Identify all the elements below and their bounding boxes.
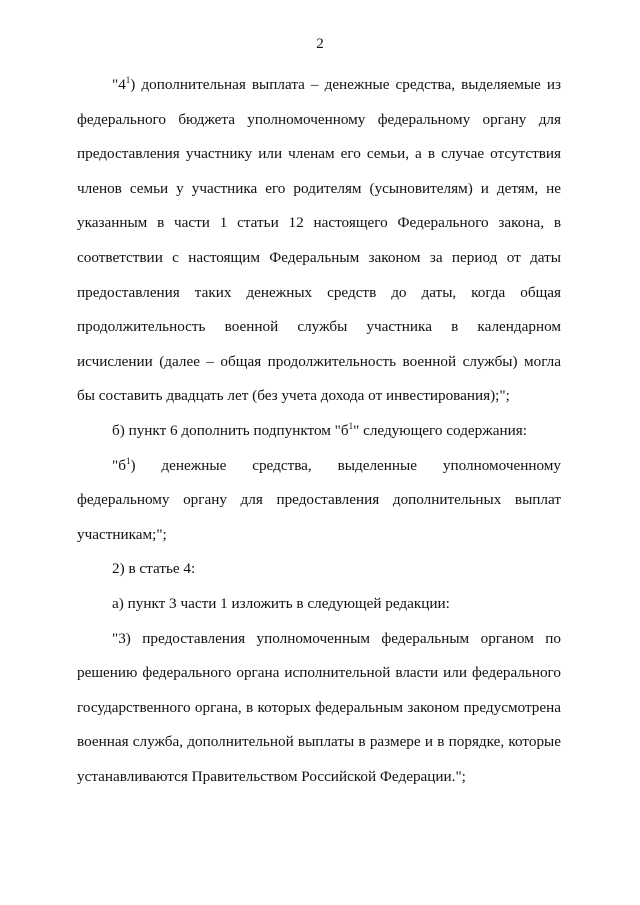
- page-number: 2: [316, 36, 324, 52]
- paragraph-amend-point-6: [77, 414, 561, 449]
- paragraph-text-pre: б) пункт 6 дополнить подпунктом "б: [112, 421, 349, 439]
- superscript: 1: [125, 75, 131, 85]
- superscript: 1: [125, 455, 131, 466]
- paragraph-text-pre: "б: [112, 456, 126, 474]
- paragraph-additional-payment-definition: [77, 68, 561, 414]
- paragraph-subpoint-b1: [77, 449, 561, 553]
- paragraph-text-pre: "4: [112, 76, 126, 93]
- document-body: [77, 68, 561, 794]
- superscript: 1: [348, 420, 354, 431]
- paragraph-text-post: " следующего содержания:: [353, 421, 527, 439]
- paragraph-point-3-text: "3) предоставления уполномоченным федеральным органом по решению федерального органа исполнительной власти или федерального государственного органа, в которых федеральным законом предусмотрена военная служба, дополнительной выплаты в размере и в порядке, которые устанавливаются Правительством Российской Федерации.";: [77, 629, 561, 785]
- paragraph-amend-point-3: а) пункт 3 части 1 изложить в следующей редакции:: [112, 594, 450, 612]
- paragraph-text-post: ) дополнительная выплата – денежные средства, выделяемые из федерального бюджета уполномоченному федеральному органу для предоставления участнику или членам его семьи, а в случае отсутствия членов семьи у участника его родителям (усыновителям) и детям, не указанным в части 1 статьи 12 настоящего Федерального закона, в соответствии с настоящим Федеральным законом за период от даты предоставления таких денежных средств до даты, когда общая продолжительность военной службы участника в календарном исчислении (далее – общая продолжительность военной службы) могла бы составить двадцать лет (без учета дохода от инвестирования);";: [77, 76, 561, 405]
- paragraph-text-post: ) денежные средства, выделенные уполномоченному федеральному органу для предоставления дополнительных выплат участникам;";: [77, 456, 561, 543]
- paragraph-article-4: 2) в статье 4:: [112, 560, 196, 578]
